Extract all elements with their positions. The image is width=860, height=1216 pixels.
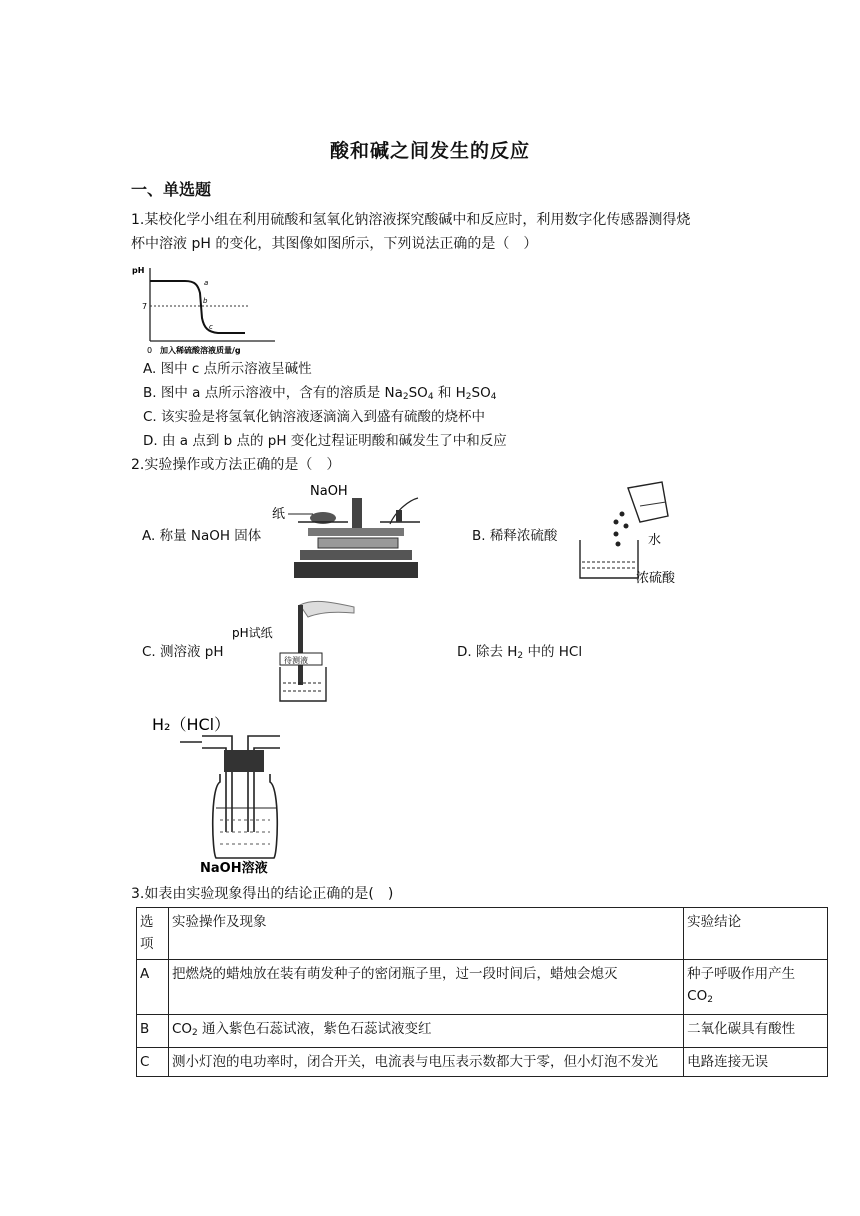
q3-table <box>136 907 828 1077</box>
table-row <box>137 960 828 1015</box>
point-b-label: b <box>203 297 208 305</box>
q3-stem: 3.如表由实验现象得出的结论正确的是( ) <box>131 886 394 902</box>
q1-option-b: B. 图中 a 点所示溶液中，含有的溶质是 $Na_2SO_4$ 和 $H_2SO_4$ <box>143 385 497 402</box>
q2-gas-wash-image <box>150 712 300 877</box>
seven-tick-label: 7 <box>142 302 148 311</box>
svg-text:纸: 纸 <box>272 507 286 522</box>
row-b-operation: $CO_2$ 通入紫色石蕊试液，紫色石蕊试液变红 <box>168 1015 683 1048</box>
q2-ph-test-image <box>228 595 358 707</box>
header-operation: 实验操作及现象 <box>168 908 683 960</box>
q1-option-c: C. 该实验是将氢氧化钠溶液逐滴滴入到盛有硫酸的烧杯中 <box>143 409 486 425</box>
q1-option-d: D. 由 a 点到 b 点的 pH 变化过程证明酸和碱发生了中和反应 <box>143 433 507 449</box>
row-c-conclusion: 电路连接无误 <box>684 1048 828 1077</box>
svg-text:H₂（HCl）: H₂（HCl） <box>152 715 231 734</box>
page-title: 酸和碱之间发生的反应 <box>329 140 530 162</box>
y-axis-label: pH <box>132 266 145 275</box>
point-c-label: c <box>209 323 213 331</box>
row-c-operation: 测小灯泡的电功率时，闭合开关，电流表与电压表示数都大于零，但小灯泡不发光 <box>168 1048 683 1077</box>
row-a-conclusion: 种子呼吸作用产生 $CO_2$ <box>684 960 828 1015</box>
svg-text:NaOH溶液: NaOH溶液 <box>200 861 268 876</box>
header-option: 选项 <box>137 908 169 960</box>
table-row <box>137 1015 828 1048</box>
x-axis-label: 加入稀硫酸溶液质量/g <box>160 346 241 355</box>
row-a-operation: 把燃烧的蜡烛放在装有萌发种子的密闭瓶子里，过一段时间后，蜡烛会熄灭 <box>168 960 683 1015</box>
q2-stem: 2.实验操作或方法正确的是（ ） <box>131 457 341 473</box>
svg-text:待测液: 待测液 <box>284 656 308 665</box>
point-a-label: a <box>204 279 209 287</box>
q2-option-d: D. 除去 $H_2$ 中的 HCl <box>457 644 583 661</box>
svg-text:水: 水 <box>648 533 662 548</box>
origin-label: 0 <box>147 346 153 355</box>
ph-curve <box>150 281 245 333</box>
q1-stem-line2: 杯中溶液 pH 的变化，其图像如图所示，下列说法正确的是（ ） <box>131 236 538 252</box>
table-row <box>137 1048 828 1077</box>
header-conclusion: 实验结论 <box>684 908 828 960</box>
svg-text:pH试纸: pH试纸 <box>232 626 273 640</box>
q2-option-c: C. 测溶液 pH <box>142 644 224 660</box>
q1-stem-line1: 1.某校化学小组在利用硫酸和氢氧化钠溶液探究酸碱中和反应时，利用数字化传感器测得烧 <box>131 212 691 228</box>
row-b-conclusion: 二氧化碳具有酸性 <box>684 1015 828 1048</box>
row-b-option: B <box>137 1015 169 1048</box>
q1-ph-graph <box>130 263 280 358</box>
q2-option-b: B. 稀释浓硫酸 <box>472 528 558 544</box>
row-a-option: A <box>137 960 169 1015</box>
table-header-row <box>137 908 828 960</box>
q2-option-a: A. 称量 NaOH 固体 <box>142 528 262 544</box>
section-heading: 一、单选题 <box>131 180 212 199</box>
q1-option-a: A. 图中 c 点所示溶液呈碱性 <box>143 361 312 377</box>
svg-text:浓硫酸: 浓硫酸 <box>636 571 676 586</box>
q2-balance-image <box>268 480 428 584</box>
row-c-option: C <box>137 1048 169 1077</box>
q2-dilute-acid-image <box>570 478 690 588</box>
svg-text:NaOH: NaOH <box>310 484 348 499</box>
